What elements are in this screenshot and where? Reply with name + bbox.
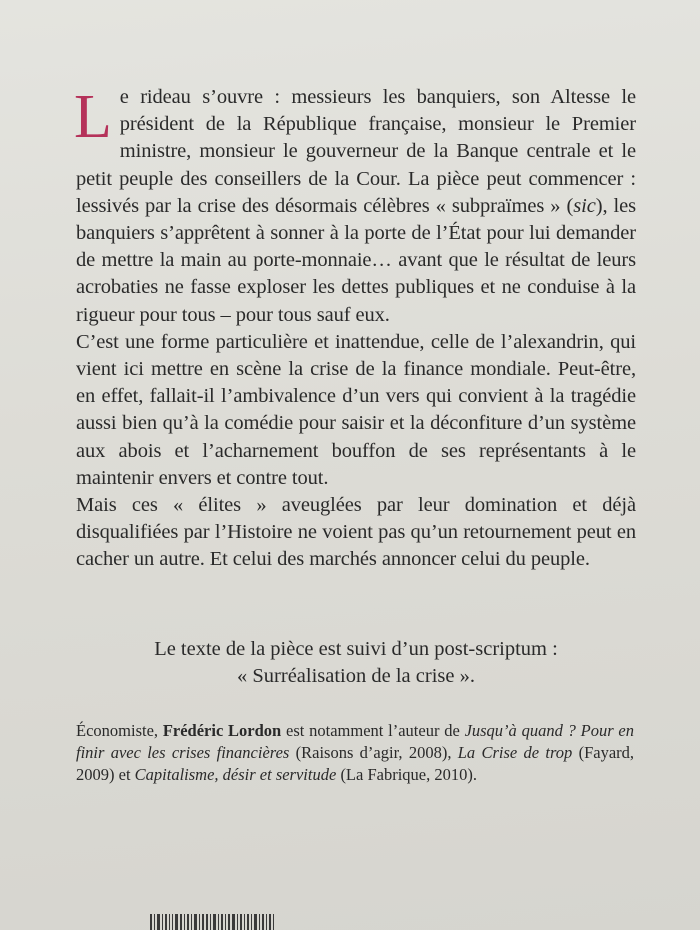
author-name: Frédéric Lordon (162, 721, 282, 740)
bio-intro: Économiste, (76, 721, 163, 740)
book-title-1: Jusqu’à quand ? Pour en finir avec les crises financières (76, 721, 634, 762)
barcode-icon (150, 914, 300, 930)
note-line-2: « Surréalisation de la crise ». (237, 665, 475, 688)
bio-text-1: est notamment l’auteur de (281, 721, 465, 740)
bio-text-3: (Fayard, 2009) et (76, 743, 635, 784)
paragraph-2: C’est une forme particulière et inattendue, celle de l’alexandrin, qui vient ici mettre en scène la crise de la finance mondiale. Peut-être, en effet, fallait-il l’ambivalence d’un vers qui convient à la tragédie aussi bien qu’à la comédie pour saisir et la déconfiture d’un système aux abois et l’acharnement bouffon de ses représentants à le maintenir envers et contre tout. (76, 330, 636, 489)
bio-text-2: (Raisons d’agir, 2008), (289, 743, 458, 762)
bio-text-4: (La Fabrique, 2010). (336, 765, 477, 784)
paragraph-3: Mais ces « élites » aveuglées par leur domination et déjà disqualifiées par l’Histoire ne voient pas qu’un retournement peut en cacher un autre. Et celui des marchés annoncer celui du peuple. (76, 494, 636, 571)
sic-italic: sic (573, 194, 596, 217)
note-line-1: Le texte de la pièce est suivi d’un post-scriptum : (154, 638, 558, 660)
paragraph-1 (76, 84, 636, 329)
drop-cap: L (74, 83, 112, 151)
book-title-3: Capitalisme, désir et servitude (134, 765, 337, 784)
paragraph-1-text: e rideau s’ouvre : messieurs les banquiers, son Altesse le président de la République française, monsieur le Premier ministre, monsieur le gouverneur de la Banque centrale et le petit peuple des conseillers de la Cour. La pièce peut commencer : lessivés par la crise des désormais célèbres « subpraïmes » ( (76, 86, 636, 217)
book-title-2: La Crise de trop (457, 743, 573, 762)
blurb-text (76, 84, 636, 574)
author-bio (76, 720, 634, 786)
post-scriptum-note (76, 636, 636, 690)
paragraph-1-end: ), les banquiers s’apprêtent à sonner à la porte de l’État pour lui demander de mettre la main au porte-monnaie… avant que le résultat de leurs acrobaties ne fasse exploser les dettes publiques et ne conduise à la rigueur pour tous – pour tous sauf eux. (76, 194, 637, 326)
